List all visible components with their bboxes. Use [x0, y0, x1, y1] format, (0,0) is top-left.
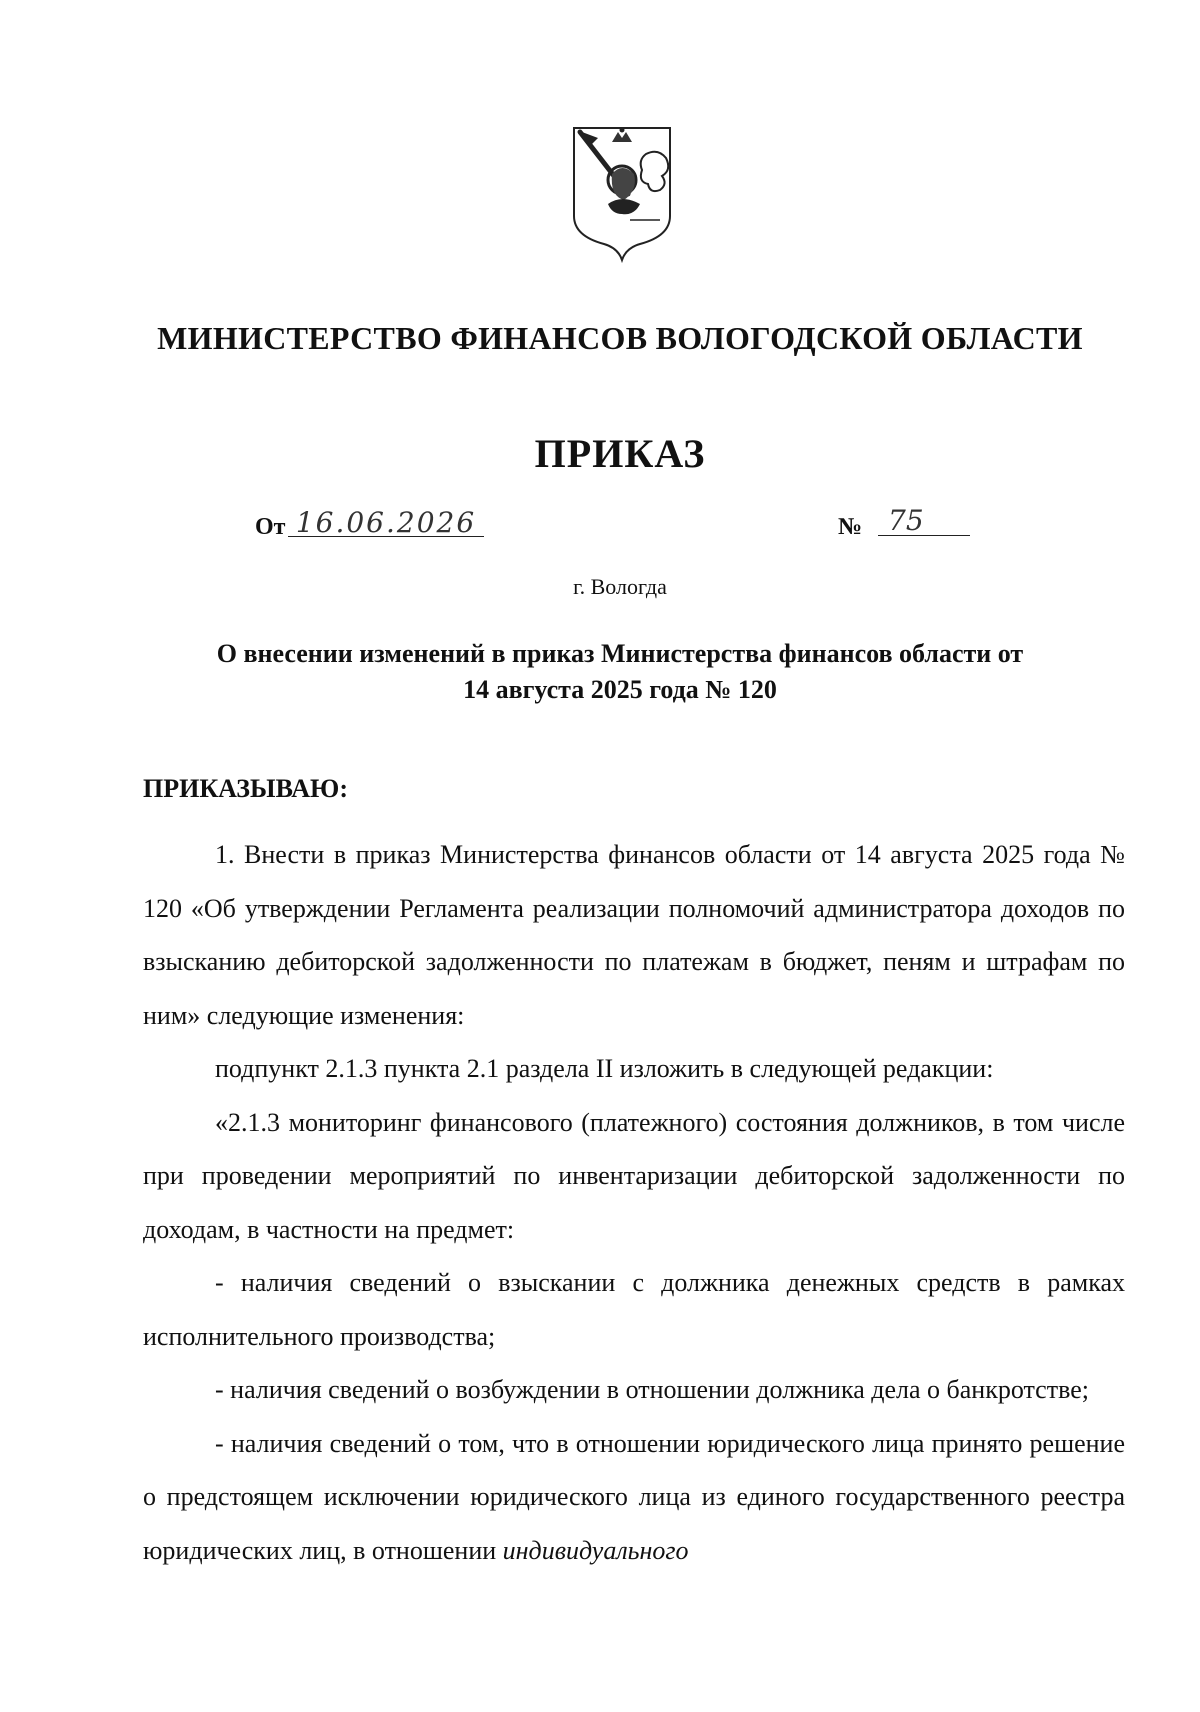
document-title: [160, 636, 1080, 708]
organization-name: МИНИСТЕРСТВО ФИНАНСОВ ВОЛОГОДСКОЙ ОБЛАСТИ: [157, 320, 1083, 356]
paragraph-2: подпункт 2.1.3 пункта 2.1 раздела II изложить в следующей редакции:: [215, 1054, 994, 1083]
city: г. Вологда: [573, 574, 667, 599]
list-item-3-text: - наличия сведений о том, что в отношении юридического лица принято решение о предстоящем исключении юридического лица из единого государственного реестра юридических лиц, в отношении: [143, 1428, 1125, 1565]
list-item-3-italic: индивидуального: [502, 1535, 689, 1565]
title-line-2: 14 августа 2025 года № 120: [463, 675, 777, 704]
coat-of-arms-icon: [568, 124, 676, 264]
number-label: №: [838, 514, 863, 540]
date-value: 16.06.2026: [288, 506, 484, 537]
list-item-3: [143, 1417, 1125, 1578]
list-item-1: - наличия сведений о взыскании с должника денежных средств в рамках исполнительного производства;: [143, 1268, 1125, 1351]
document-body: [143, 828, 1125, 1577]
number-value: 75: [878, 504, 970, 536]
paragraph-3: «2.1.3 мониторинг финансового (платежного) состояния должников, в том числе при проведении мероприятий по инвентаризации дебиторской задолженности по доходам, в частности на предмет:: [143, 1107, 1125, 1244]
date-label: От: [255, 514, 286, 540]
title-line-1: О внесении изменений в приказ Министерства финансов области от: [216, 639, 1024, 668]
paragraph-1: 1. Внести в приказ Министерства финансов области от 14 августа 2025 года № 120 «Об утверждении Регламента реализации полномочий администратора доходов по взысканию дебиторской задолженности по платежам в бюджет, пеням и штрафам по ним» следующие изменения:: [143, 840, 1125, 1030]
document-type: ПРИКАЗ: [534, 431, 706, 476]
list-item-2: - наличия сведений о возбуждении в отношении должника дела о банкротстве;: [215, 1375, 1089, 1404]
order-word: ПРИКАЗЫВАЮ:: [143, 774, 348, 803]
